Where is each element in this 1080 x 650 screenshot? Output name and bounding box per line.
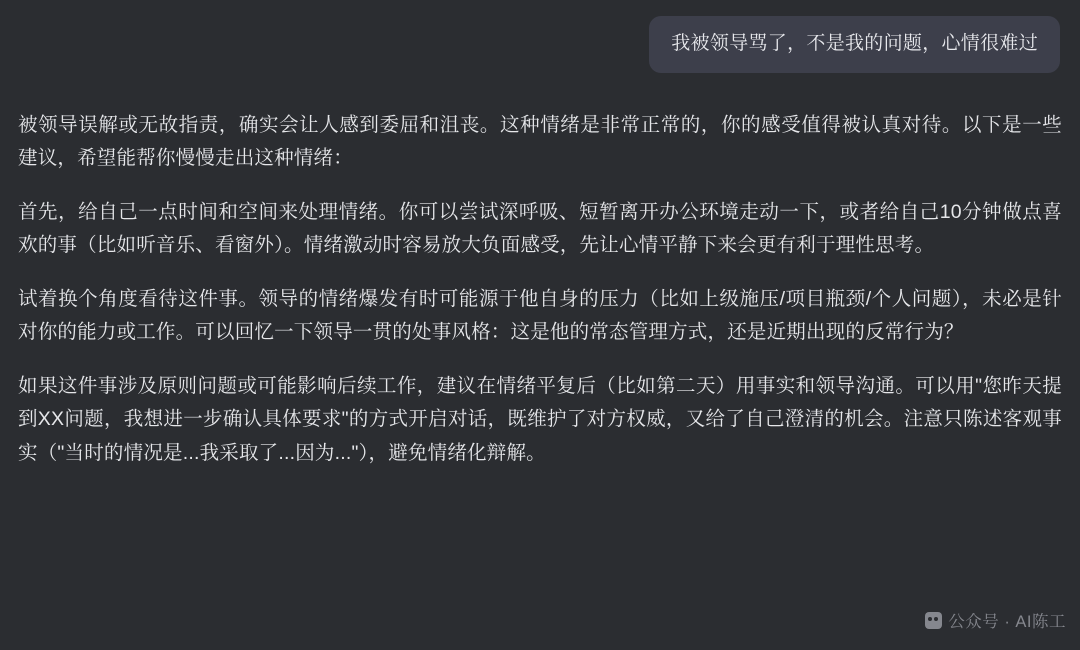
assistant-paragraph: 试着换个角度看待这件事。领导的情绪爆发有时可能源于他自身的压力（比如上级施压/项目瓶颈/个人问题），未必是针对你的能力或工作。可以回忆一下领导一贯的处事风格：这是他的常态管理方式，还是近期出现的反常行为？ [18, 287, 1062, 344]
assistant-paragraph: 被领导误解或无故指责，确实会让人感到委屈和沮丧。这种情绪是非常正常的，你的感受值得被认真对待。以下是一些建议，希望能帮你慢慢走出这种情绪： [18, 113, 1062, 170]
user-message-bubble: 我被领导骂了，不是我的问题，心情很难过 [649, 16, 1060, 73]
assistant-message [0, 73, 1080, 471]
watermark-text: 公众号 · AI陈工 [948, 613, 1066, 631]
assistant-paragraph: 如果这件事涉及原则问题或可能影响后续工作，建议在情绪平复后（比如第二天）用事实和领导沟通。可以用"您昨天提到XX问题，我想进一步确认具体要求"的方式开启对话，既维护了对方权威，又给了自己澄清的机会。注意只陈述客观事实（"当时的情况是...我采取了...因为..."），避免情绪化辩解。 [18, 374, 1062, 464]
user-message-row [0, 0, 1080, 73]
assistant-paragraph: 首先，给自己一点时间和空间来处理情绪。你可以尝试深呼吸、短暂离开办公环境走动一下，或者给自己10分钟做点喜欢的事（比如听音乐、看窗外）。情绪激动时容易放大负面感受，先让心情平静下来会更有利于理性思考。 [18, 200, 1062, 257]
watermark [925, 608, 1066, 632]
wechat-official-account-icon [925, 612, 942, 629]
